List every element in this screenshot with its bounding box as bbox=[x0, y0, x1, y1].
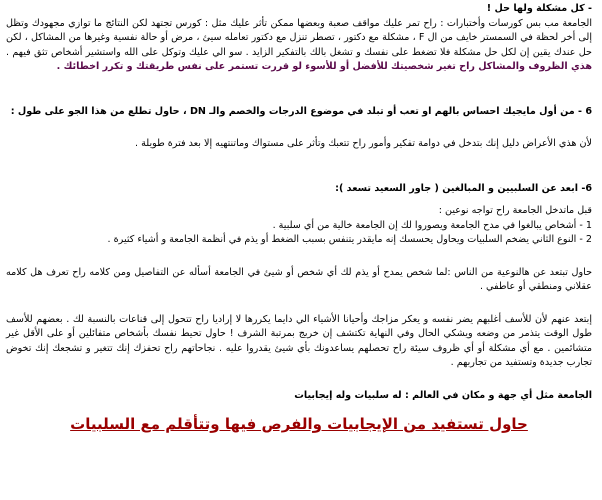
paragraph-advice: حاول تبتعد عن هالنوعية من الناس :لما شخص يمدح أو يذم لك أي شخص أو شيئ في الجامعة أسأله عن التفاصيل ومن كلامه راح تعرف هل كلامه عقلاني ومنطقي أو عاطفي . bbox=[6, 266, 592, 292]
list-item: 1 - أشخاص يبالغوا في مدح الجامعة ويصوروا لك إن الجامعة خالية من أي سلبية . bbox=[272, 219, 592, 231]
section-paragraph-problems bbox=[6, 17, 592, 75]
intro-line: قبل ماتدخل الجامعة راح تواجه نوعين : bbox=[438, 205, 592, 216]
paragraph-text: الجامعة مب بس كورسات وأختبارات : راح تمر عليك مواقف صعبة وبعضها ممكن تأثر عليك مثل : كورس تجتهد لكن النتائج ما توازي مجهودك وتظل إلى أخر لحظة في السمستر خايف من ال F ، مشكلة مع دكتور ، تصطر تنزل مع دكتور تعامله سيئ ، مرض أو حالة نفسية وغيرها من المشاكل ، لكن حل عندك يقين إن لكل حل مشكلة فلا تضغط على نفسك و تشغل بالك بالتفكير الزايد . سو الي عليك وتوكل على الله واستشير أشخاص تثق فيهم . bbox=[6, 17, 593, 58]
paragraph-highlight: هذي الظروف والمشاكل راح تغير شخصيتك للأفضل أو للأسوء لو قررت تستمر على نفس طريقتك و تكرر اخطائك . bbox=[56, 61, 592, 72]
summary-line: الجامعة مثل أي جهة و مكان في العالم : له سلبيات وله إيجابيات bbox=[294, 389, 592, 401]
section-paragraph-stress: لأن هذي الأعراض دليل إنك بتدخل في دوامة تفكير وأمور راح تتعبك وتأثر على مستواك وماتنتهيه إلا بعد فترة طويلة . bbox=[135, 138, 592, 149]
list-item: 2 - النوع الثاني يضخم السلبيات ويحاول يحسسك إنه مايقدر يتنفس بسبب الضغط أو يذم في أنظمة الجامعة و أشياء كثيرة . bbox=[107, 234, 592, 245]
paragraph-avoid: إبتعد عنهم لأن للأسف أغلبهم يضر نفسه و يعكر مزاجك وأحيانا الأشياء الي دايما يكررها لا إراديا راح تتحول إلى قناعات بالنسبة لك . بعضهم للأسف طول الوقت يتذمر من وضعه ويشكي الحال وفي النهاية تكتشف إن خريج بمرتبة الشرف ! حاول تحيط نفسك بأشخاص متفائلين أو على الأقل غير متشائمين . مع أي مشكلة أو أي ظروف سيئة راح تحصلهم يساعدونك بأي شيئ يقدروا عليه . نجاحاتهم راح تحفزك إنك تتغير و تشجعك إنك تخوض تجارب جديدة وتستفيد من تجاربهم . bbox=[6, 313, 592, 368]
section-heading-stress: 6 - من أول مايجيك احساس بالهم او تعب أو تبلد في موضوع الدرجات والخصم والـ DN ، حاول تطلع من هذا الجو على طول : bbox=[10, 105, 592, 117]
closing-line: حاول تستفيد من الإيجابيات والفرص فيها وتتأقلم مع السلبيات bbox=[70, 415, 528, 433]
section-heading-negative-people: 6- ابعد عن السلبيين و المبالغين ( جاور السعيد تسعد ): bbox=[335, 182, 592, 194]
section-heading-problems: - كل مشكلة ولها حل ! bbox=[486, 3, 592, 14]
types-list bbox=[6, 219, 592, 248]
